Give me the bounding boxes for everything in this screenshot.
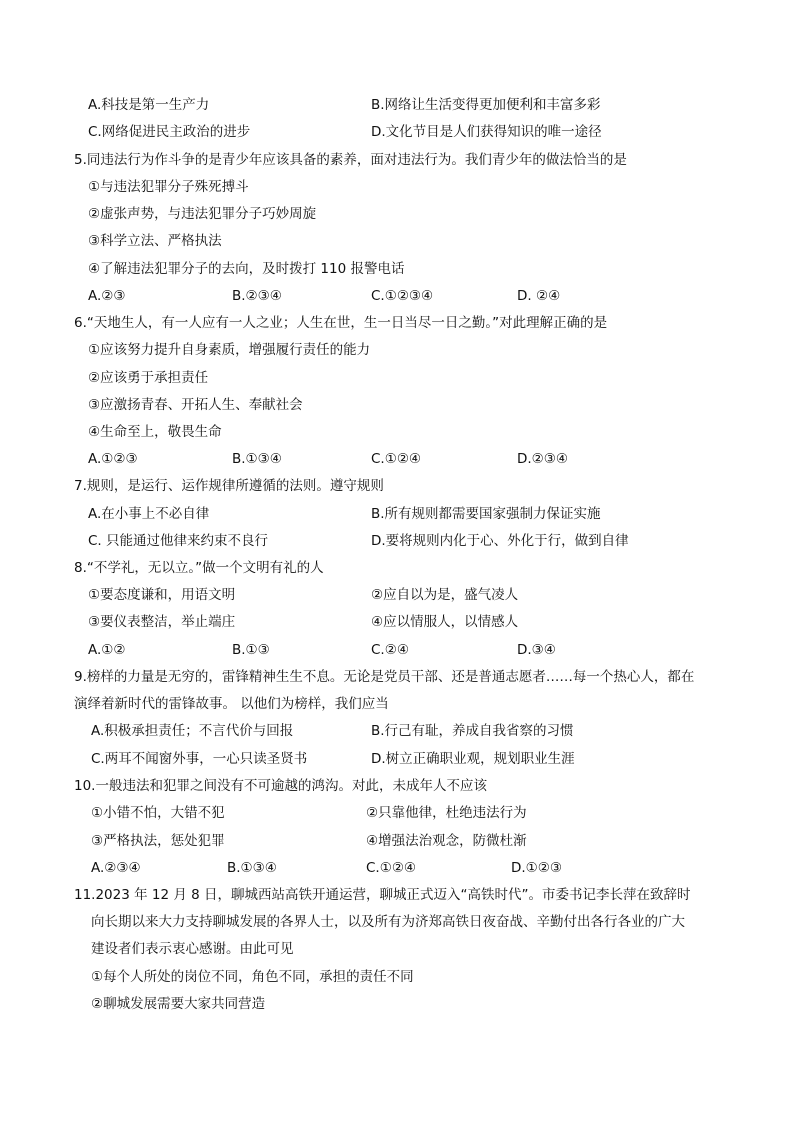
q9-stem-line-1: 9.榜样的力量是无穷的，雷锋精神生生不息。无论是党员干部、还是普通志愿者……每一个热心人，都在	[74, 669, 695, 685]
q11-stem-line-1: 11.2023 年 12 月 8 日，聊城西站高铁开通运营，聊城正式迈入“高铁时代”。市委书记李长萍在致辞时	[74, 887, 691, 903]
q11-item-1: ①每个人所处的岗位不同，角色不同，承担的责任不同	[91, 969, 414, 985]
q10-item-1: ①小错不怕，大错不犯	[91, 805, 225, 821]
q8-item-3: ③要仪表整洁，举止端庄	[88, 614, 236, 630]
q4-option-b: B.网络让生活变得更加便利和丰富多彩	[371, 97, 601, 113]
q6-option-b: B.①③④	[232, 451, 282, 467]
q8-item-1: ①要态度谦和，用语文明	[88, 587, 236, 603]
q10-item-4: ④增强法治观念，防微杜渐	[366, 833, 527, 849]
q7-option-d: D.要将规则内化于心、外化于行，做到自律	[371, 533, 629, 549]
q4-option-d: D.文化节目是人们获得知识的唯一途径	[371, 124, 602, 140]
q5-item-2: ②虚张声势，与违法犯罪分子巧妙周旋	[88, 206, 317, 222]
q9-option-b: B.行己有耻，养成自我省察的习惯	[371, 723, 574, 739]
q10-stem: 10.一般违法和犯罪之间没有不可逾越的鸿沟。对此，未成年人不应该	[74, 778, 487, 794]
q6-item-2: ②应该勇于承担责任	[88, 370, 209, 386]
q8-option-b: B.①③	[232, 642, 270, 658]
q5-item-1: ①与违法犯罪分子殊死搏斗	[88, 179, 249, 195]
q10-item-2: ②只靠他律，杜绝违法行为	[366, 805, 527, 821]
q10-option-d: D.①②③	[511, 860, 562, 876]
q5-option-c: C.①②③④	[371, 288, 434, 304]
q5-stem: 5.同违法行为作斗争的是青少年应该具备的素养，面对违法行为。我们青少年的做法恰当的是	[74, 152, 627, 168]
q9-option-a: A.积极承担责任；不言代价与回报	[91, 723, 294, 739]
q6-item-1: ①应该努力提升自身素质，增强履行责任的能力	[88, 342, 371, 358]
q8-item-4: ④应以情服人，以情感人	[371, 614, 519, 630]
q7-option-b: B.所有规则都需要国家强制力保证实施	[371, 506, 601, 522]
q5-option-b: B.②③④	[232, 288, 282, 304]
q10-option-b: B.①③④	[227, 860, 277, 876]
q5-option-a: A.②③	[88, 288, 126, 304]
q4-option-c: C.网络促进民主政治的进步	[88, 124, 251, 140]
q11-stem-line-2: 向长期以来大力支持聊城发展的各界人士，以及所有为济郑高铁日夜奋战、辛勤付出各行各业的广大	[91, 914, 685, 930]
q8-option-c: C.②④	[371, 642, 409, 658]
q6-stem: 6.“天地生人，有一人应有一人之业；人生在世，生一日当尽一日之勤。”对此理解正确的是	[74, 315, 608, 331]
q6-item-3: ③应激扬青春、开拓人生、奉献社会	[88, 397, 303, 413]
q8-stem: 8.“不学礼，无以立。”做一个文明有礼的人	[74, 560, 324, 576]
q7-option-a: A.在小事上不必自律	[88, 506, 210, 522]
q10-item-3: ③严格执法，惩处犯罪	[91, 833, 225, 849]
q9-stem-line-2: 演绎着新时代的雷锋故事。 以他们为榜样，我们应当	[74, 696, 389, 712]
q6-item-4: ④生命至上，敬畏生命	[88, 424, 222, 440]
q5-option-d: D. ②④	[517, 288, 561, 304]
q5-item-3: ③科学立法、严格执法	[88, 233, 222, 249]
q5-item-4: ④了解违法犯罪分子的去向，及时拨打 110 报警电话	[88, 261, 405, 277]
q10-option-a: A.②③④	[91, 860, 141, 876]
q10-option-c: C.①②④	[366, 860, 417, 876]
q7-option-c: C. 只能通过他律来约束不良行	[88, 533, 269, 549]
q11-stem-line-3: 建设者们表示衷心感谢。由此可见	[91, 941, 294, 957]
q8-option-a: A.①②	[88, 642, 126, 658]
q4-option-a: A.科技是第一生产力	[88, 97, 210, 113]
q9-option-d: D.树立正确职业观，规划职业生涯	[371, 751, 575, 767]
q9-option-c: C.两耳不闻窗外事，一心只读圣贤书	[91, 751, 308, 767]
q6-option-a: A.①②③	[88, 451, 138, 467]
q8-item-2: ②应自以为是，盛气凌人	[371, 587, 519, 603]
q11-item-2: ②聊城发展需要大家共同营造	[91, 996, 266, 1012]
q6-option-d: D.②③④	[517, 451, 568, 467]
q6-option-c: C.①②④	[371, 451, 422, 467]
q7-stem: 7.规则，是运行、运作规律所遵循的法则。遵守规则	[74, 478, 384, 494]
q8-option-d: D.③④	[517, 642, 556, 658]
